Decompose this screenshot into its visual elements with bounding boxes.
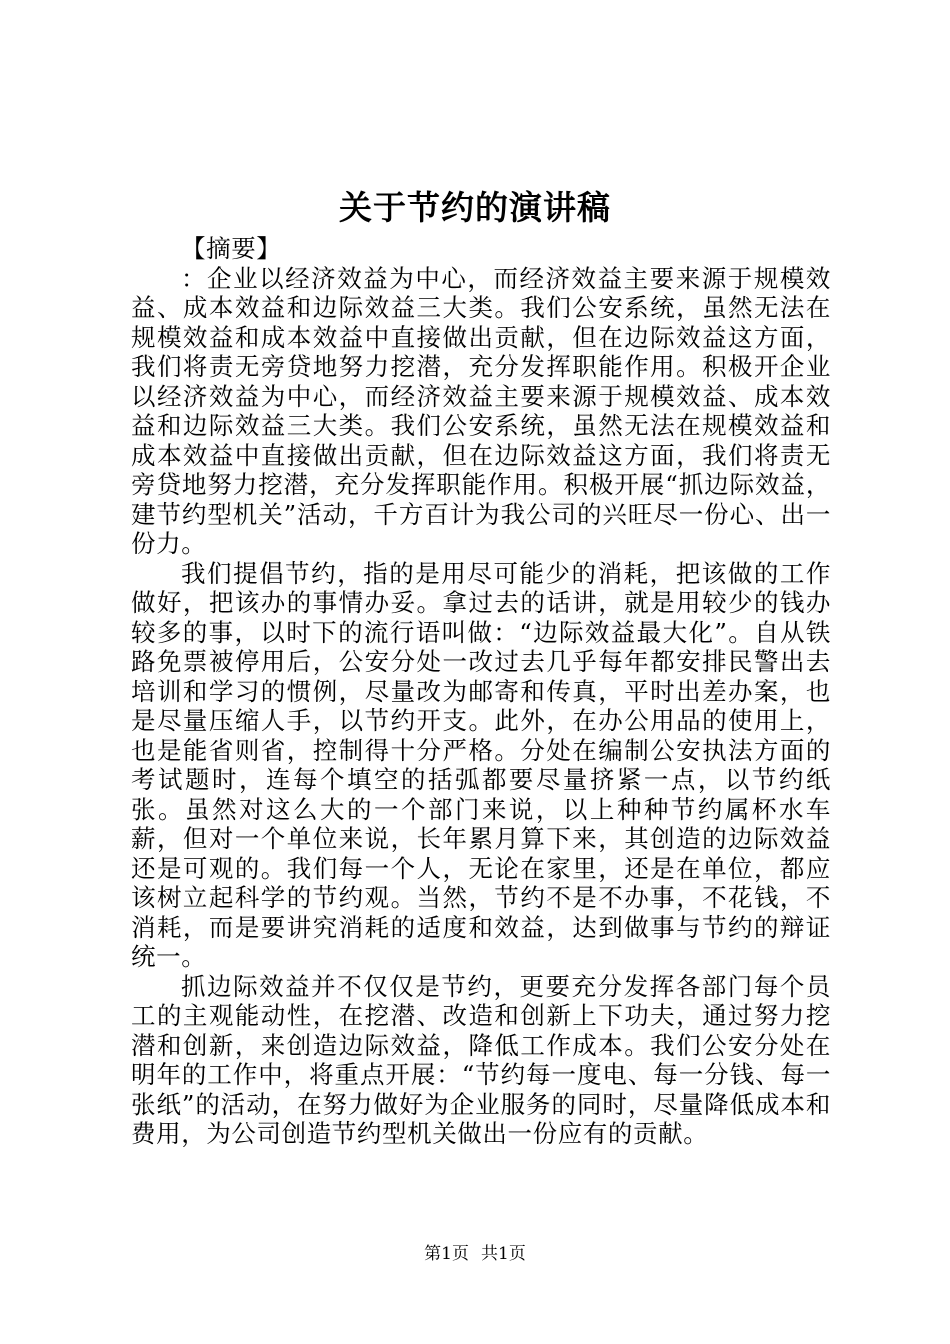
document-body: [131, 234, 831, 1149]
body-paragraph-2: 我们提倡节约，指的是用尽可能少的消耗，把该做的工作做好，把该办的事情办妥。拿过去的话讲，就是用较少的钱办较多的事，以时下的流行语叫做：“边际效益最大化”。自从铁路免票被停用后，公安分处一改过去几乎每年都安排民警出去培训和学习的惯例，尽量改为邮寄和传真，平时出差办案，也是尽量压缩人手，以节约开支。此外，在办公用品的使用上，也是能省则省，控制得十分严格。分处在编制公安执法方面的考试题时，连每个填空的括弧都要尽量挤紧一点，以节约纸张。虽然对这么大的一个部门来说，以上种种节约属杯水车薪，但对一个单位来说，长年累月算下来，其创造的边际效益还是可观的。我们每一个人，无论在家里，还是在单位，都应该树立起科学的节约观。当然，节约不是不办事，不花钱，不消耗，而是要讲究消耗的适度和效益，达到做事与节约的辩证统一。: [131, 558, 831, 971]
abstract-paragraph: ：企业以经济效益为中心，而经济效益主要来源于规模效益、成本效益和边际效益三大类。我们公安系统，虽然无法在规模效益和成本效益中直接做出贡献，但在边际效益这方面，我们将责无旁贷地努力挖潜，充分发挥职能作用。积极开企业以经济效益为中心，而经济效益主要来源于规模效益、成本效益和边际效益三大类。我们公安系统，虽然无法在规模效益和成本效益中直接做出贡献，但在边际效益这方面，我们将责无旁贷地努力挖潜，充分发挥职能作用。积极开展“抓边际效益，建节约型机关”活动，千方百计为我公司的兴旺尽一份心、出一份力。: [131, 263, 831, 558]
page-number: 第1页: [424, 1244, 469, 1264]
abstract-heading: 【摘要】: [181, 234, 282, 263]
document-title: 关于节约的演讲稿: [339, 188, 611, 227]
body-paragraph-3: 抓边际效益并不仅仅是节约，更要充分发挥各部门每个员工的主观能动性，在挖潜、改造和创新上下功夫，通过努力挖潜和创新，来创造边际效益，降低工作成本。我们公安分处在明年的工作中，将重点开展：“节约每一度电、每一分钱、每一张纸”的活动，在努力做好为企业服务的同时，尽量降低成本和费用，为公司创造节约型机关做出一份应有的贡献。: [131, 971, 831, 1148]
page-total: 共1页: [481, 1244, 526, 1264]
page-footer: [0, 1242, 950, 1266]
